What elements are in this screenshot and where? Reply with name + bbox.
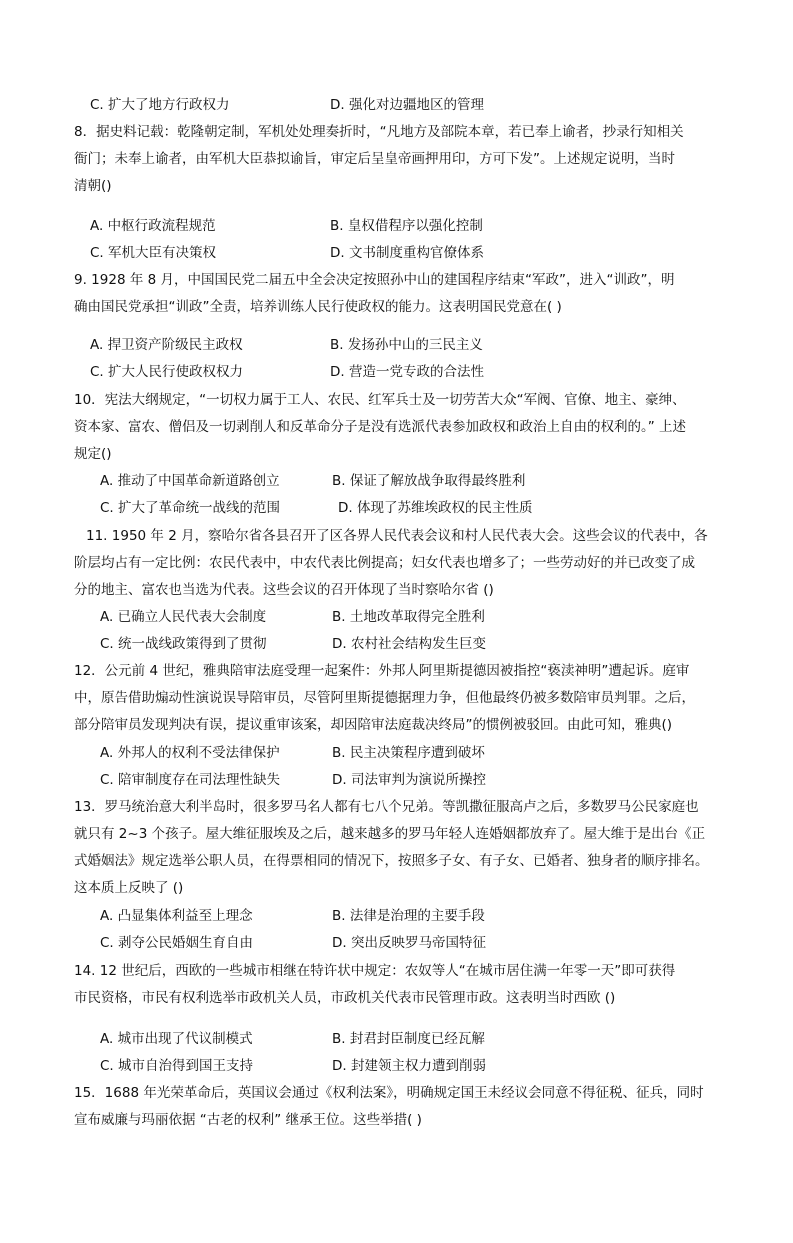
q13-stem-line-2: 就只有 2~3 个孩子。屋大维征服埃及之后，越来越多的罗马年轻人连婚姻都放弃了。屋大维于是出台《正 — [74, 826, 706, 842]
q11-option-a: A. 已确立人民代表大会制度 — [100, 609, 267, 625]
q14-option-b: B. 封君封臣制度已经瓦解 — [332, 1031, 485, 1047]
q8-stem-line-3: 清朝() — [74, 178, 112, 194]
q10-option-c: C. 扩大了革命统一战线的范围 — [100, 500, 281, 516]
q12-option-c: C. 陪审制度存在司法理性缺失 — [100, 772, 281, 788]
q11-stem-line-3: 分的地主、富农也当选为代表。这些会议的召开体现了当时察哈尔省 () — [74, 582, 494, 598]
q12-stem-line-2: 中，原告借助煽动性演说误导陪审员，尽管阿里斯提德据理力争，但他最终仍被多数陪审员判罪。之后， — [74, 690, 695, 706]
q13-stem-line-3: 式婚姻法》规定选举公职人员，在得票相同的情况下，按照多子女、有子女、已婚者、独身者的顺序排名。 — [74, 853, 709, 869]
q10-stem-line-2: 资本家、富农、僧侣及一切剥削人和反革命分子是没有选派代表参加政权和政治上自由的权利的。” 上述 — [74, 419, 687, 435]
q12-stem-line-1: 12．公元前 4 世纪，雅典陪审法庭受理一起案件：外邦人阿里斯提德因被指控“亵渎神明”遭起诉。庭审 — [74, 663, 690, 679]
q15-stem-line-1: 15．1688 年光荣革命后，英国议会通过《权利法案》，明确规定国王未经议会同意不得征税、征兵，同时 — [74, 1085, 704, 1101]
q10-option-b: B. 保证了解放战争取得最终胜利 — [332, 473, 526, 489]
q9-option-c: C. 扩大人民行使政权权力 — [90, 364, 244, 380]
q12-option-a: A. 外邦人的权利不受法律保护 — [100, 745, 280, 761]
q13-option-a: A. 凸显集体利益至上理念 — [100, 908, 253, 924]
q14-option-c: C. 城市自治得到国王支持 — [100, 1058, 254, 1074]
q12-option-d: D. 司法审判为演说所操控 — [332, 772, 486, 788]
q11-stem-line-2: 阶层均占有一定比例：农民代表中，中农代表比例提高；妇女代表也增多了；一些劳动好的并已改变了成 — [74, 555, 695, 571]
q7-option-c: C. 扩大了地方行政权力 — [90, 97, 230, 113]
q9-stem-line-1: 9. 1928 年 8 月，中国国民党二届五中全会决定按照孙中山的建国程序结束“军政”，进入“训政”，明 — [74, 272, 675, 288]
q13-option-b: B. 法律是治理的主要手段 — [332, 908, 485, 924]
q8-option-d: D. 文书制度重构官僚体系 — [330, 245, 484, 261]
q10-option-a: A. 推动了中国革命新道路创立 — [100, 473, 280, 489]
q10-option-d: D. 体现了苏维埃政权的民主性质 — [338, 500, 533, 516]
q9-stem-line-2: 确由国民党承担“训政”全责，培养训练人民行使政权的能力。这表明国民党意在( ) — [74, 299, 562, 315]
q11-option-d: D. 农村社会结构发生巨变 — [332, 636, 486, 652]
q14-option-a: A. 城市出现了代议制模式 — [100, 1031, 253, 1047]
q12-stem-line-3: 部分陪审员发现判决有误，提议重审该案，却因陪审法庭裁决终局”的惯例被驳回。由此可知，雅典() — [74, 717, 673, 733]
q7-option-d: D. 强化对边疆地区的管理 — [330, 97, 484, 113]
q15-stem-line-2: 宣布威廉与玛丽依据 “古老的权利” 继承王位。这些举措( ) — [74, 1112, 422, 1128]
q9-option-a: A. 捍卫资产阶级民主政权 — [90, 337, 243, 353]
q10-stem-line-1: 10．宪法大纲规定，“一切权力属于工人、农民、红军兵士及一切劳苦大众“军阀、官僚、地主、豪绅、 — [74, 392, 686, 408]
q8-stem-line-1: 8．据史料记载：乾隆朝定制，军机处处理奏折时，“凡地方及部院本章，若已奉上谕者，抄录行知相关 — [74, 124, 684, 140]
q14-stem-line-2: 市民资格，市民有权利选举市政机关人员，市政机关代表市民管理市政。这表明当时西欧 () — [74, 990, 616, 1006]
q9-option-d: D. 营造一党专政的合法性 — [330, 364, 484, 380]
q8-stem-line-2: 衙门；未奉上谕者，由军机大臣恭拟谕旨，审定后呈皇帝画押用印，方可下发”。上述规定说明，当时 — [74, 151, 675, 167]
q14-stem-line-1: 14. 12 世纪后，西欧的一些城市相继在特许状中规定：农奴等人“在城市居住满一年零一天”即可获得 — [74, 963, 676, 979]
q11-option-b: B. 土地改革取得完全胜利 — [332, 609, 485, 625]
q10-stem-line-3: 规定() — [74, 446, 112, 462]
q11-stem-line-1: 11. 1950 年 2 月，察哈尔省各县召开了区各界人民代表会议和村人民代表大会。这些会议的代表中，各 — [86, 528, 708, 544]
q13-stem-line-1: 13．罗马统治意大利半岛时，很多罗马名人都有七八个兄弟。等凯撒征服高卢之后，多数罗马公民家庭也 — [74, 799, 699, 815]
q8-option-c: C. 军机大臣有决策权 — [90, 245, 217, 261]
q14-option-d: D. 封建领主权力遭到削弱 — [332, 1058, 486, 1074]
q13-stem-line-4: 这本质上反映了 () — [74, 880, 184, 896]
q8-option-b: B. 皇权借程序以强化控制 — [330, 218, 483, 234]
q13-option-d: D. 突出反映罗马帝国特征 — [332, 935, 486, 951]
q13-option-c: C. 剥夺公民婚姻生育自由 — [100, 935, 254, 951]
q12-option-b: B. 民主决策程序遭到破坏 — [332, 745, 485, 761]
q8-option-a: A. 中枢行政流程规范 — [90, 218, 216, 234]
q11-option-c: C. 统一战线政策得到了贯彻 — [100, 636, 267, 652]
q9-option-b: B. 发扬孙中山的三民主义 — [330, 337, 483, 353]
